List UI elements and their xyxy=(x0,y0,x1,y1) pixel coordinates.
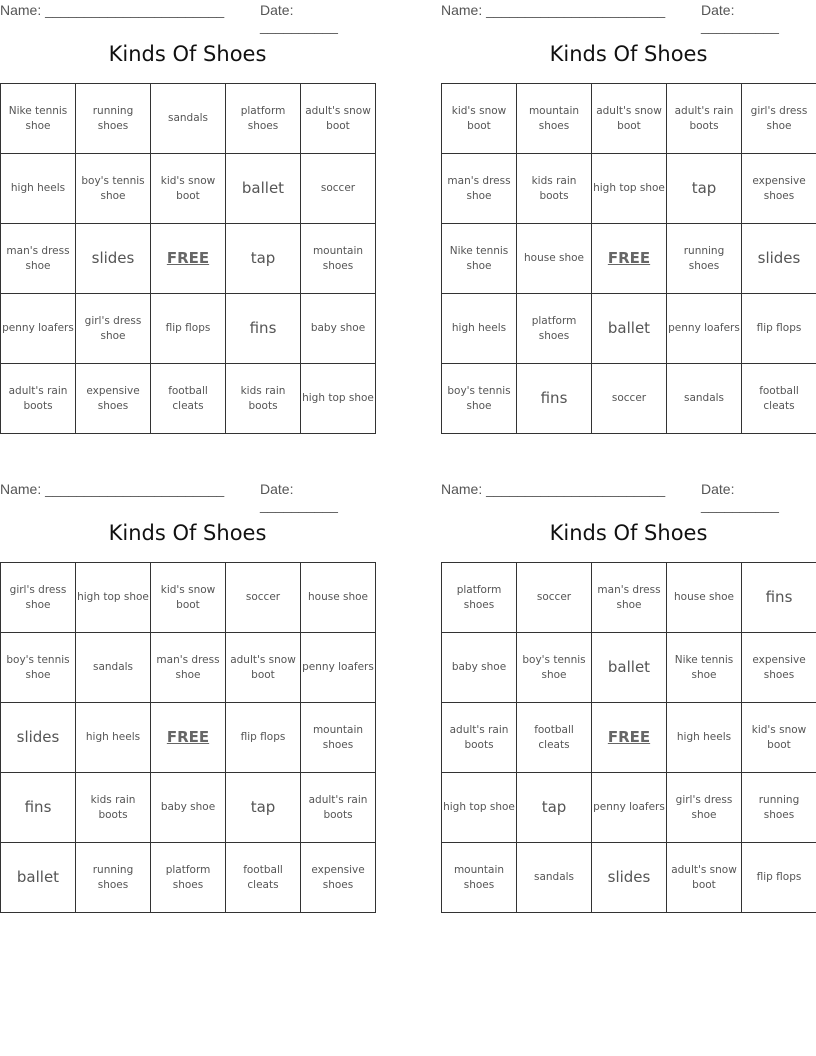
grid-cell: penny loafers xyxy=(1,294,76,364)
grid-cell: flip flops xyxy=(151,294,226,364)
grid-cell: baby shoe xyxy=(301,294,376,364)
grid-cell: kids rain boots xyxy=(76,773,151,843)
grid-cell: boy's tennis shoe xyxy=(76,154,151,224)
grid-cell: kid's snow boot xyxy=(742,703,816,773)
grid-cell: soccer xyxy=(301,154,376,224)
grid-row xyxy=(1,633,376,703)
grid-cell: running shoes xyxy=(76,84,151,154)
grid-cell: fins xyxy=(226,294,301,364)
grid-cell: expensive shoes xyxy=(301,843,376,913)
grid-cell: soccer xyxy=(517,563,592,633)
grid-cell: running shoes xyxy=(742,773,816,843)
grid-cell: girl's dress shoe xyxy=(742,84,816,154)
grid-cell: penny loafers xyxy=(592,773,667,843)
grid-cell: adult's snow boot xyxy=(667,843,742,913)
grid-cell: girl's dress shoe xyxy=(1,563,76,633)
grid-cell: high heels xyxy=(442,294,517,364)
grid-cell: flip flops xyxy=(742,843,816,913)
grid-cell: running shoes xyxy=(76,843,151,913)
grid-cell: adult's snow boot xyxy=(226,633,301,703)
grid-cell: fins xyxy=(1,773,76,843)
grid-row xyxy=(442,84,816,154)
grid-cell: tap xyxy=(226,773,301,843)
name-date-line xyxy=(441,0,816,34)
grid-cell: ballet xyxy=(592,294,667,364)
free-space: FREE xyxy=(151,703,226,773)
grid-cell: kid's snow boot xyxy=(151,154,226,224)
grid-row xyxy=(1,843,376,913)
grid-cell: sandals xyxy=(76,633,151,703)
grid-cell: kids rain boots xyxy=(226,364,301,434)
date-field[interactable]: Date: __________ xyxy=(701,481,779,513)
bingo-grid xyxy=(441,562,816,913)
grid-row xyxy=(442,633,816,703)
grid-cell: adult's rain boots xyxy=(301,773,376,843)
name-field[interactable]: Name: _______________________ xyxy=(0,481,225,497)
free-space: FREE xyxy=(151,224,226,294)
name-date-line xyxy=(441,479,816,513)
grid-cell: football cleats xyxy=(742,364,816,434)
grid-row xyxy=(1,154,376,224)
grid-cell: sandals xyxy=(667,364,742,434)
grid-cell: girl's dress shoe xyxy=(667,773,742,843)
bingo-grid xyxy=(441,83,816,434)
grid-cell: man's dress shoe xyxy=(1,224,76,294)
grid-row xyxy=(1,84,376,154)
grid-cell: running shoes xyxy=(667,224,742,294)
grid-cell: house shoe xyxy=(517,224,592,294)
grid-cell: high top shoe xyxy=(442,773,517,843)
free-space: FREE xyxy=(592,224,667,294)
card-title: Kinds Of Shoes xyxy=(108,42,267,66)
name-date-line xyxy=(0,479,375,513)
date-field[interactable]: Date: __________ xyxy=(701,2,779,34)
grid-cell: high heels xyxy=(667,703,742,773)
grid-cell: high heels xyxy=(76,703,151,773)
grid-cell: man's dress shoe xyxy=(151,633,226,703)
grid-row xyxy=(442,843,816,913)
grid-cell: house shoe xyxy=(301,563,376,633)
bingo-grid xyxy=(0,83,376,434)
grid-cell: ballet xyxy=(226,154,301,224)
grid-cell: Nike tennis shoe xyxy=(1,84,76,154)
grid-cell: boy's tennis shoe xyxy=(517,633,592,703)
grid-cell: football cleats xyxy=(226,843,301,913)
grid-row xyxy=(442,294,816,364)
date-field[interactable]: Date: __________ xyxy=(260,481,338,513)
grid-cell: slides xyxy=(1,703,76,773)
bingo-card-1 xyxy=(0,0,375,412)
grid-cell: man's dress shoe xyxy=(592,563,667,633)
grid-cell: slides xyxy=(76,224,151,294)
grid-cell: expensive shoes xyxy=(76,364,151,434)
grid-cell: platform shoes xyxy=(517,294,592,364)
grid-cell: high heels xyxy=(1,154,76,224)
grid-cell: soccer xyxy=(226,563,301,633)
grid-cell: mountain shoes xyxy=(517,84,592,154)
grid-row xyxy=(1,703,376,773)
grid-cell: flip flops xyxy=(742,294,816,364)
name-field[interactable]: Name: _______________________ xyxy=(0,2,225,18)
grid-row xyxy=(442,773,816,843)
name-field[interactable]: Name: _______________________ xyxy=(441,481,666,497)
grid-row xyxy=(1,563,376,633)
grid-row xyxy=(442,703,816,773)
grid-cell: slides xyxy=(742,224,816,294)
grid-cell: high top shoe xyxy=(301,364,376,434)
grid-cell: mountain shoes xyxy=(301,224,376,294)
grid-row xyxy=(442,364,816,434)
grid-cell: fins xyxy=(517,364,592,434)
grid-cell: girl's dress shoe xyxy=(76,294,151,364)
grid-cell: tap xyxy=(517,773,592,843)
grid-cell: adult's snow boot xyxy=(592,84,667,154)
date-field[interactable]: Date: __________ xyxy=(260,2,338,34)
grid-row xyxy=(1,773,376,843)
grid-cell: ballet xyxy=(1,843,76,913)
grid-cell: mountain shoes xyxy=(301,703,376,773)
grid-cell: tap xyxy=(226,224,301,294)
grid-cell: mountain shoes xyxy=(442,843,517,913)
free-space: FREE xyxy=(592,703,667,773)
grid-cell: penny loafers xyxy=(667,294,742,364)
grid-row xyxy=(442,224,816,294)
grid-cell: kids rain boots xyxy=(517,154,592,224)
grid-cell: high top shoe xyxy=(592,154,667,224)
card-title: Kinds Of Shoes xyxy=(549,42,708,66)
grid-cell: expensive shoes xyxy=(742,633,816,703)
bingo-grid xyxy=(0,562,376,913)
grid-cell: platform shoes xyxy=(442,563,517,633)
grid-cell: expensive shoes xyxy=(742,154,816,224)
grid-cell: adult's rain boots xyxy=(667,84,742,154)
grid-cell: fins xyxy=(742,563,816,633)
grid-cell: penny loafers xyxy=(301,633,376,703)
grid-cell: kid's snow boot xyxy=(151,563,226,633)
grid-cell: football cleats xyxy=(517,703,592,773)
name-field[interactable]: Name: _______________________ xyxy=(441,2,666,18)
grid-cell: flip flops xyxy=(226,703,301,773)
grid-row xyxy=(442,563,816,633)
grid-cell: ballet xyxy=(592,633,667,703)
grid-cell: baby shoe xyxy=(151,773,226,843)
grid-cell: sandals xyxy=(517,843,592,913)
card-title: Kinds Of Shoes xyxy=(108,521,267,545)
grid-row xyxy=(1,224,376,294)
grid-row xyxy=(1,294,376,364)
grid-cell: football cleats xyxy=(151,364,226,434)
grid-row xyxy=(1,364,376,434)
grid-cell: tap xyxy=(667,154,742,224)
card-title: Kinds Of Shoes xyxy=(549,521,708,545)
grid-cell: adult's rain boots xyxy=(442,703,517,773)
grid-cell: platform shoes xyxy=(226,84,301,154)
name-date-line xyxy=(0,0,375,34)
grid-cell: platform shoes xyxy=(151,843,226,913)
grid-cell: adult's rain boots xyxy=(1,364,76,434)
grid-cell: soccer xyxy=(592,364,667,434)
grid-cell: boy's tennis shoe xyxy=(1,633,76,703)
bingo-card-2 xyxy=(441,0,816,412)
grid-cell: Nike tennis shoe xyxy=(667,633,742,703)
grid-cell: kid's snow boot xyxy=(442,84,517,154)
bingo-card-4 xyxy=(441,479,816,891)
bingo-card-3 xyxy=(0,479,375,891)
grid-cell: sandals xyxy=(151,84,226,154)
grid-cell: house shoe xyxy=(667,563,742,633)
grid-row xyxy=(442,154,816,224)
grid-cell: high top shoe xyxy=(76,563,151,633)
grid-cell: boy's tennis shoe xyxy=(442,364,517,434)
grid-cell: adult's snow boot xyxy=(301,84,376,154)
grid-cell: slides xyxy=(592,843,667,913)
grid-cell: man's dress shoe xyxy=(442,154,517,224)
grid-cell: Nike tennis shoe xyxy=(442,224,517,294)
grid-cell: baby shoe xyxy=(442,633,517,703)
